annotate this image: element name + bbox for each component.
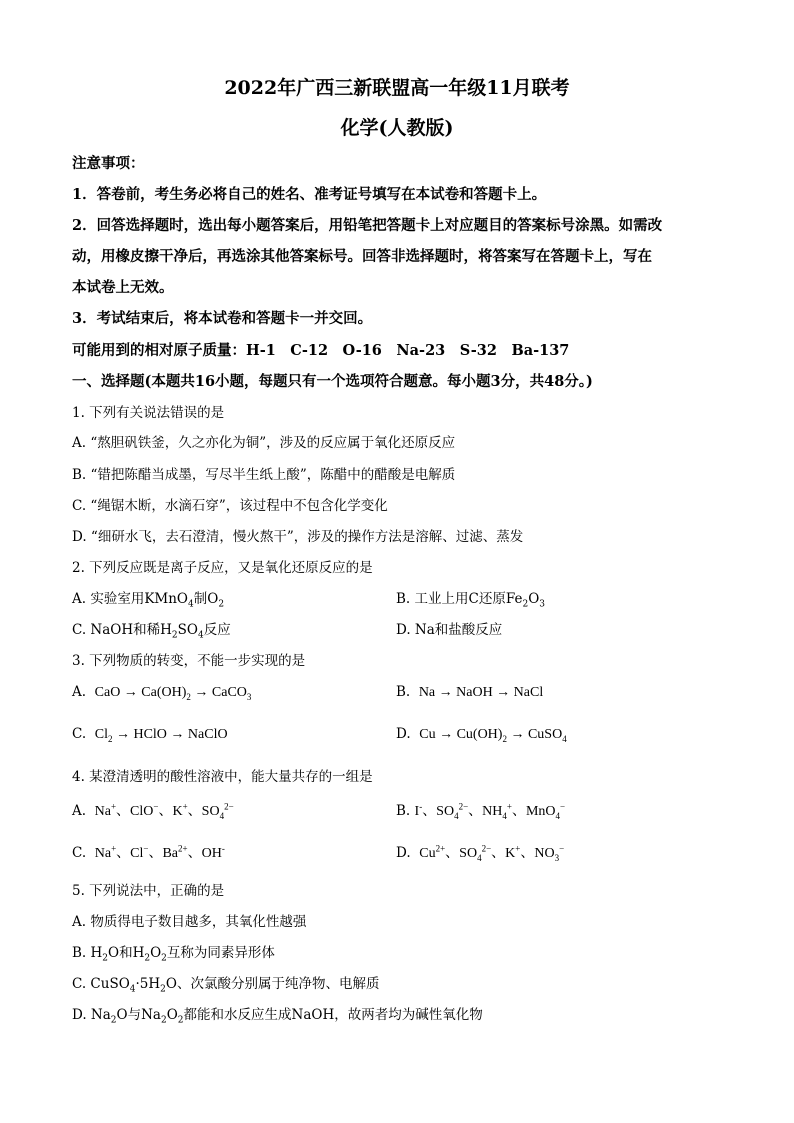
q4-option-c: C. Na+、Cl−、$Ba^{2+}$、OH- [72,843,225,861]
q2-option-c: C. NaOH和稀$H_2SO_4$反应 [72,622,231,641]
notice-item-2-line-2: 动，用橡皮擦干净后，再选涂其他答案标号。回答非选择题时，将答案写在答题卡上，写在 [72,248,652,265]
q2-option-b: B. 工业上用C还原$Fe_2O_3$ [396,591,545,610]
notice-item-3: 3．考试结束后，将本试卷和答题卡一并交回。 [72,310,373,327]
exam-title: 2022年广西三新联盟高一年级11月联考 [224,77,570,99]
q3-option-a: A. CaO → $Ca(OH)_2$ → CaCO$_3$ [72,684,252,702]
q4-option-b: B. I-、$SO_4^{2-}$、$NH_4^+$、MnO$_4$− [396,801,566,821]
q3-option-b: B. Na → NaOH → NaCl [396,684,544,700]
q2-stem: 2. 下列反应既是离子反应，又是氧化还原反应的是 [72,560,373,576]
q4-option-a: A. Na+、ClO−、K+、$SO_4^{2-}$ [72,801,234,821]
notice-item-2-line-3: 本试卷上无效。 [72,279,174,296]
q1-option-a: A. “熬胆矾铁釜，久之亦化为铜”，涉及的反应属于氧化还原反应 [72,435,456,451]
q5-option-a: A. 物质得电子数目越多，其氧化性越强 [72,914,307,930]
notice-item-1: 1．答卷前，考生务必将自己的姓名、准考证号填写在本试卷和答题卡上。 [72,186,547,203]
q3-option-d: D. $Cu \to Cu(OH)_2$ → CuSO$_4$ [396,726,567,744]
notice-heading: 注意事项： [72,155,145,172]
q4-option-d: D. $Cu^{2+}$、$SO_4^{2-}$、K+、$NO_3^-$ [396,843,565,863]
notice-item-2-line-1: 2．回答选择题时，选出每小题答案后，用铅笔把答题卡上对应题目的答案标号涂黑。如需改 [72,217,663,234]
atomic-masses: 可能用到的相对原子质量：H-1 C-12 O-16 Na-23 S-32 Ba-137 [72,342,570,359]
q1-stem: 1. 下列有关说法错误的是 [72,405,225,421]
q1-option-b: B. “错把陈醋当成墨，写尽半生纸上酸”，陈醋中的醋酸是电解质 [72,467,456,483]
q3-option-c: C. $Cl_2$ → HClO → NaClO [72,726,228,744]
exam-subtitle: 化学(人教版) [340,117,454,139]
q1-option-d: D. “细研水飞，去石澄清，慢火熬干”，涉及的操作方法是溶解、过滤、蒸发 [72,529,524,545]
q4-stem: 4. 某澄清透明的酸性溶液中，能大量共存的一组是 [72,769,373,785]
q5-option-b: B. $H_2O$和$H_2O_2$互称为同素异形体 [72,945,275,964]
section-heading: 一、选择题(本题共16小题，每题只有一个选项符合题意。每小题3分，共48分。) [72,373,593,390]
q5-stem: 5. 下列说法中，正确的是 [72,883,225,899]
q3-stem: 3. 下列物质的转变，不能一步实现的是 [72,653,306,669]
q1-option-c: C. “绳锯木断，水滴石穿”，该过程中不包含化学变化 [72,498,388,514]
q5-option-d: D. $Na_2O$与$Na_2O_2$都能和水反应生成NaOH，故两者均为碱性氧化物 [72,1007,483,1026]
q5-option-c: C. $CuSO_4\cdot 5H_2O$、次氯酸分别属于纯净物、电解质 [72,976,380,995]
q2-option-a: A. 实验室用KMnO$_4$制$O_2$ [72,591,225,610]
q2-option-d: D. Na和盐酸反应 [396,622,503,638]
